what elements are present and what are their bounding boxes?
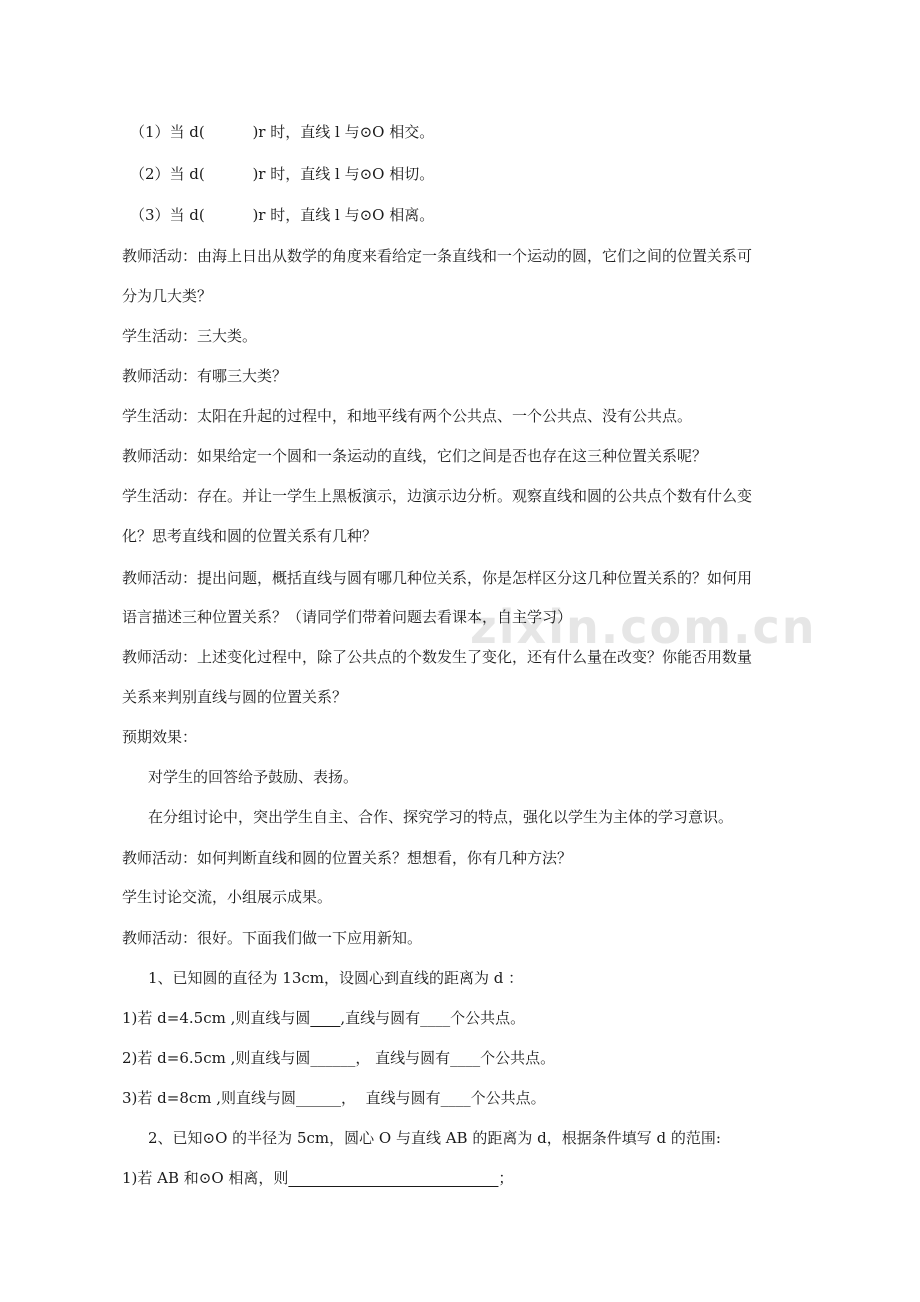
- text-line: （1）当 d( )r 时，直线 l 与⊙O 相交。: [130, 123, 435, 141]
- exercise-line: [122, 1048, 555, 1068]
- text-line: 对学生的回答给予鼓励、表扬。: [148, 768, 359, 786]
- exercise-line: [122, 1008, 525, 1028]
- exercise-text: ；: [498, 1169, 514, 1187]
- text-line: 教师活动：上述变化过程中，除了公共点的个数发生了变化，还有什么量在改变？你能否用数量: [122, 648, 753, 666]
- exercise-text: 直线与圆有____个公共点。: [356, 1089, 546, 1107]
- text-line: 学生讨论交流，小组展示成果。: [122, 888, 333, 906]
- text-line: 教师活动：如何判断直线和圆的位置关系？想想看，你有几种方法？: [122, 849, 573, 867]
- text-line: 预期效果：: [122, 728, 198, 746]
- answer-blank: ____: [310, 1009, 341, 1027]
- exercise-text: 1)若 AB 和⊙O 相离，则: [122, 1169, 289, 1187]
- text-line: 教师活动：由海上日出从数学的角度来看给定一条直线和一个运动的圆，它们之间的位置关系可: [122, 247, 753, 265]
- text-line: 教师活动：如果给定一个圆和一条运动的直线，它们之间是否也存在这三种位置关系呢？: [122, 447, 708, 465]
- exercise-line: [122, 1168, 513, 1188]
- text-line: 教师活动：很好。下面我们做一下应用新知。: [122, 929, 423, 947]
- text-line: 1、已知圆的直径为 13cm，设圆心到直线的距离为 d ：: [148, 969, 524, 987]
- text-line: 关系来判别直线与圆的位置关系？: [122, 688, 348, 706]
- exercise-text: 2)若 d=6.5cm ,则直线与圆______，: [122, 1049, 371, 1067]
- answer-blank: ____________________________: [288, 1169, 499, 1187]
- text-line: 学生活动：太阳在升起的过程中，和地平线有两个公共点、一个公共点、没有公共点。: [122, 407, 693, 425]
- text-line: （2）当 d( )r 时，直线 l 与⊙O 相切。: [130, 165, 435, 183]
- text-line: （3）当 d( )r 时，直线 l 与⊙O 相离。: [130, 206, 435, 224]
- exercise-text: ,直线与圆有____个公共点。: [340, 1009, 526, 1027]
- text-line: 学生活动：存在。并让一学生上黑板演示，边演示边分析。观察直线和圆的公共点个数有什么变: [122, 487, 753, 505]
- exercise-line: [122, 1088, 546, 1108]
- text-line: 教师活动：提出问题，概括直线与圆有哪几种位关系，你是怎样区分这几种位置关系的？如何用: [122, 569, 753, 587]
- exercise-text: 1)若 d=4.5cm ,则直线与圆: [122, 1009, 311, 1027]
- exercise-text: 3)若 d=8cm ,则直线与圆______，: [122, 1089, 357, 1107]
- text-line: 学生活动：三大类。: [122, 327, 258, 345]
- text-line: 语言描述三种位置关系？（请同学们带着问题去看课本，自主学习）: [122, 608, 573, 626]
- text-line: 化？思考直线和圆的位置关系有几种？: [122, 527, 378, 545]
- text-line: 2、已知⊙O 的半径为 5cm，圆心 O 与直线 AB 的距离为 d，根据条件填写 d 的范围:: [148, 1129, 721, 1147]
- text-line: 在分组讨论中，突出学生自主、合作、探究学习的特点，强化以学生为主体的学习意识。: [148, 808, 734, 826]
- watermark: zixin.com.cn: [470, 600, 817, 654]
- text-line: 教师活动：有哪三大类？: [122, 367, 288, 385]
- exercise-text: 直线与圆有____个公共点。: [370, 1049, 556, 1067]
- text-line: 分为几大类？: [122, 287, 213, 305]
